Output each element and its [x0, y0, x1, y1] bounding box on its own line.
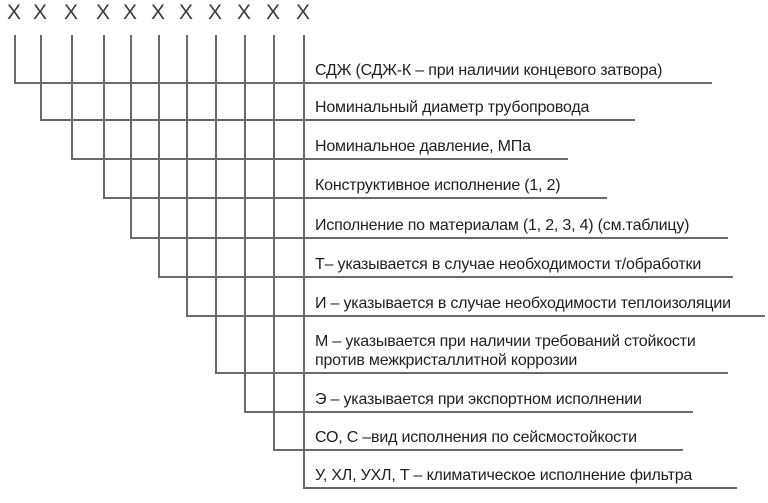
position-label-line: СДЖ (СДЖ-К – при наличии концевого затвора) — [315, 62, 663, 79]
connector-vertical-line — [14, 35, 16, 82]
connector-underline — [103, 197, 607, 199]
connector-vertical-line — [103, 35, 105, 197]
position-label-line: СО, С –вид исполнения по сейсмостойкости — [315, 429, 637, 446]
connector-underline — [130, 237, 728, 239]
connector-underline — [215, 372, 728, 374]
position-label — [315, 428, 637, 447]
position-label — [315, 294, 731, 313]
code-position-char: Х — [32, 1, 48, 24]
position-label — [315, 61, 662, 80]
position-label-line: Т– указывается в случае необходимости т/обработки — [315, 256, 702, 273]
code-position-char: Х — [6, 1, 22, 24]
connector-underline — [303, 487, 737, 489]
connector-vertical-line — [303, 35, 305, 487]
position-label-line: И – указывается в случае необходимости теплоизоляции — [315, 295, 731, 312]
connector-underline — [14, 82, 712, 84]
connector-underline — [273, 449, 683, 451]
connector-underline — [244, 411, 693, 413]
position-label-line: Э – указывается при экспортном исполнении — [315, 391, 642, 408]
position-label-line: Номинальное давление, МПа — [315, 138, 531, 155]
position-label-line: Конструктивное исполнение (1, 2) — [315, 177, 561, 194]
connector-vertical-line — [244, 35, 246, 411]
code-position-char: Х — [150, 1, 166, 24]
code-position-char: Х — [122, 1, 138, 24]
position-label-line: Исполнение по материалам (1, 2, 3, 4) (см.таблицу) — [315, 217, 690, 234]
position-label-line: Номинальный диаметр трубопровода — [315, 99, 590, 116]
code-position-char: Х — [63, 1, 79, 24]
code-position-char: Х — [207, 1, 223, 24]
connector-vertical-line — [158, 35, 160, 276]
position-label-line: У, ХЛ, УХЛ, Т – климатическое исполнение фильтра — [315, 467, 693, 484]
position-label-line: М – указывается при наличии требований стойкости — [315, 333, 696, 350]
position-label — [315, 255, 701, 274]
position-label — [315, 176, 560, 195]
code-position-char: Х — [178, 1, 194, 24]
code-position-char: Х — [236, 1, 252, 24]
position-label — [315, 98, 589, 117]
connector-vertical-line — [186, 35, 188, 315]
code-position-char: Х — [265, 1, 281, 24]
connector-vertical-line — [130, 35, 132, 237]
connector-vertical-line — [40, 35, 42, 119]
code-position-char: Х — [295, 1, 311, 24]
code-position-char: Х — [95, 1, 111, 24]
position-label-line: против межкристаллитной коррозии — [315, 352, 578, 369]
connector-vertical-line — [71, 35, 73, 158]
position-label — [315, 216, 689, 235]
connector-underline — [71, 158, 568, 160]
position-label — [315, 137, 531, 156]
connector-vertical-line — [215, 35, 217, 372]
position-label — [315, 466, 692, 485]
position-label — [315, 332, 696, 370]
position-label — [315, 390, 642, 409]
connector-vertical-line — [273, 35, 275, 449]
